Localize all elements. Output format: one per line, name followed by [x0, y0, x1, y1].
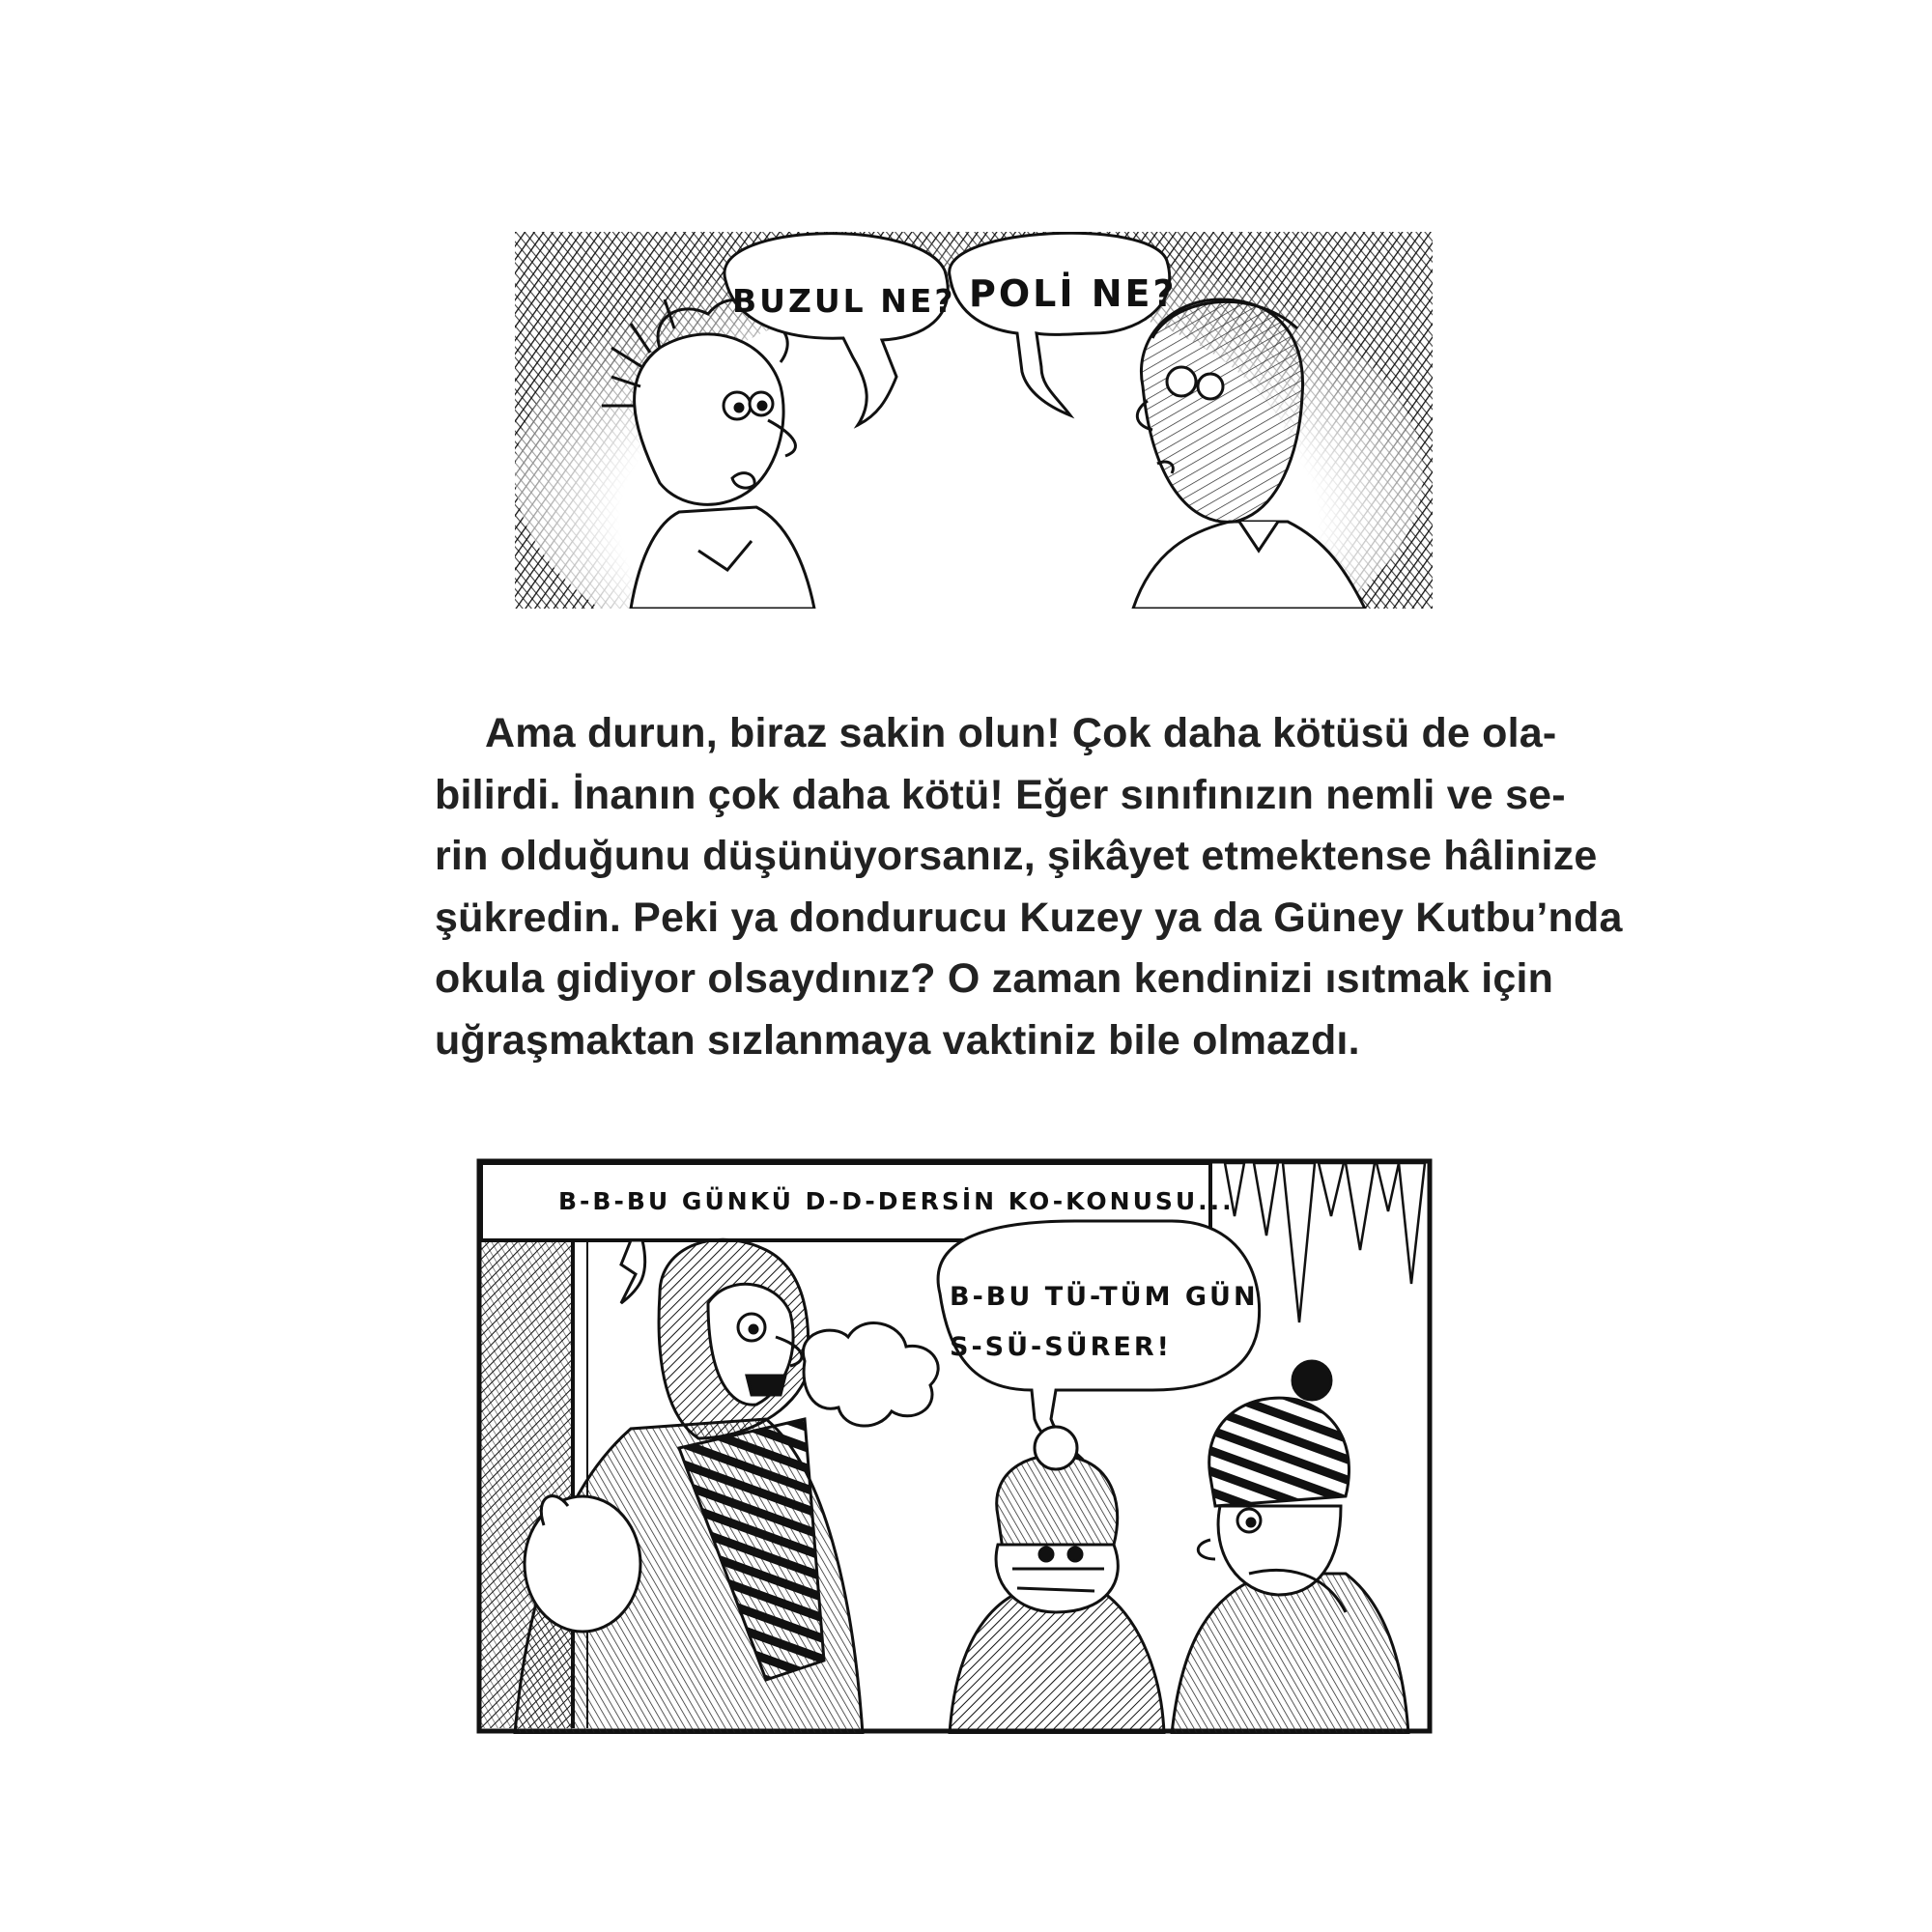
speech-text-line-2: S-SÜ-SÜRER! [950, 1332, 1172, 1362]
paragraph-line: Ama durun, biraz sakin olun! Çok daha kötüsü de ola- [485, 710, 1557, 756]
bubble-text-buzul: BUZUL NE? [732, 282, 956, 320]
comic-panel-top [515, 232, 1433, 609]
caption-text: B-B-BU GÜNKÜ D-D-DERSİN KO-KONUSU... [558, 1187, 1235, 1215]
comic-panel-bottom-art [476, 1158, 1433, 1734]
comic-panel-bottom [476, 1158, 1433, 1734]
paragraph-line: bilirdi. İnanın çok daha kötü! Eğer sınıfınızın nemli ve se- [435, 771, 1566, 818]
body-paragraph [435, 703, 1623, 1071]
paragraph-line: şükredin. Peki ya dondurucu Kuzey ya da Güney Kutbu’nda [435, 894, 1623, 941]
speech-text-line-1: B-BU TÜ-TÜM GÜN [950, 1282, 1259, 1312]
paragraph-line: rin olduğunu düşünüyorsanız, şikâyet etmektense hâlinize [435, 833, 1598, 879]
bubble-text-poli: POLİ NE? [969, 272, 1178, 315]
paragraph-line: okula gidiyor olsaydınız? O zaman kendinizi ısıtmak için [435, 955, 1554, 1002]
paragraph-line: uğraşmaktan sızlanmaya vaktiniz bile olmazdı. [435, 1016, 1360, 1064]
